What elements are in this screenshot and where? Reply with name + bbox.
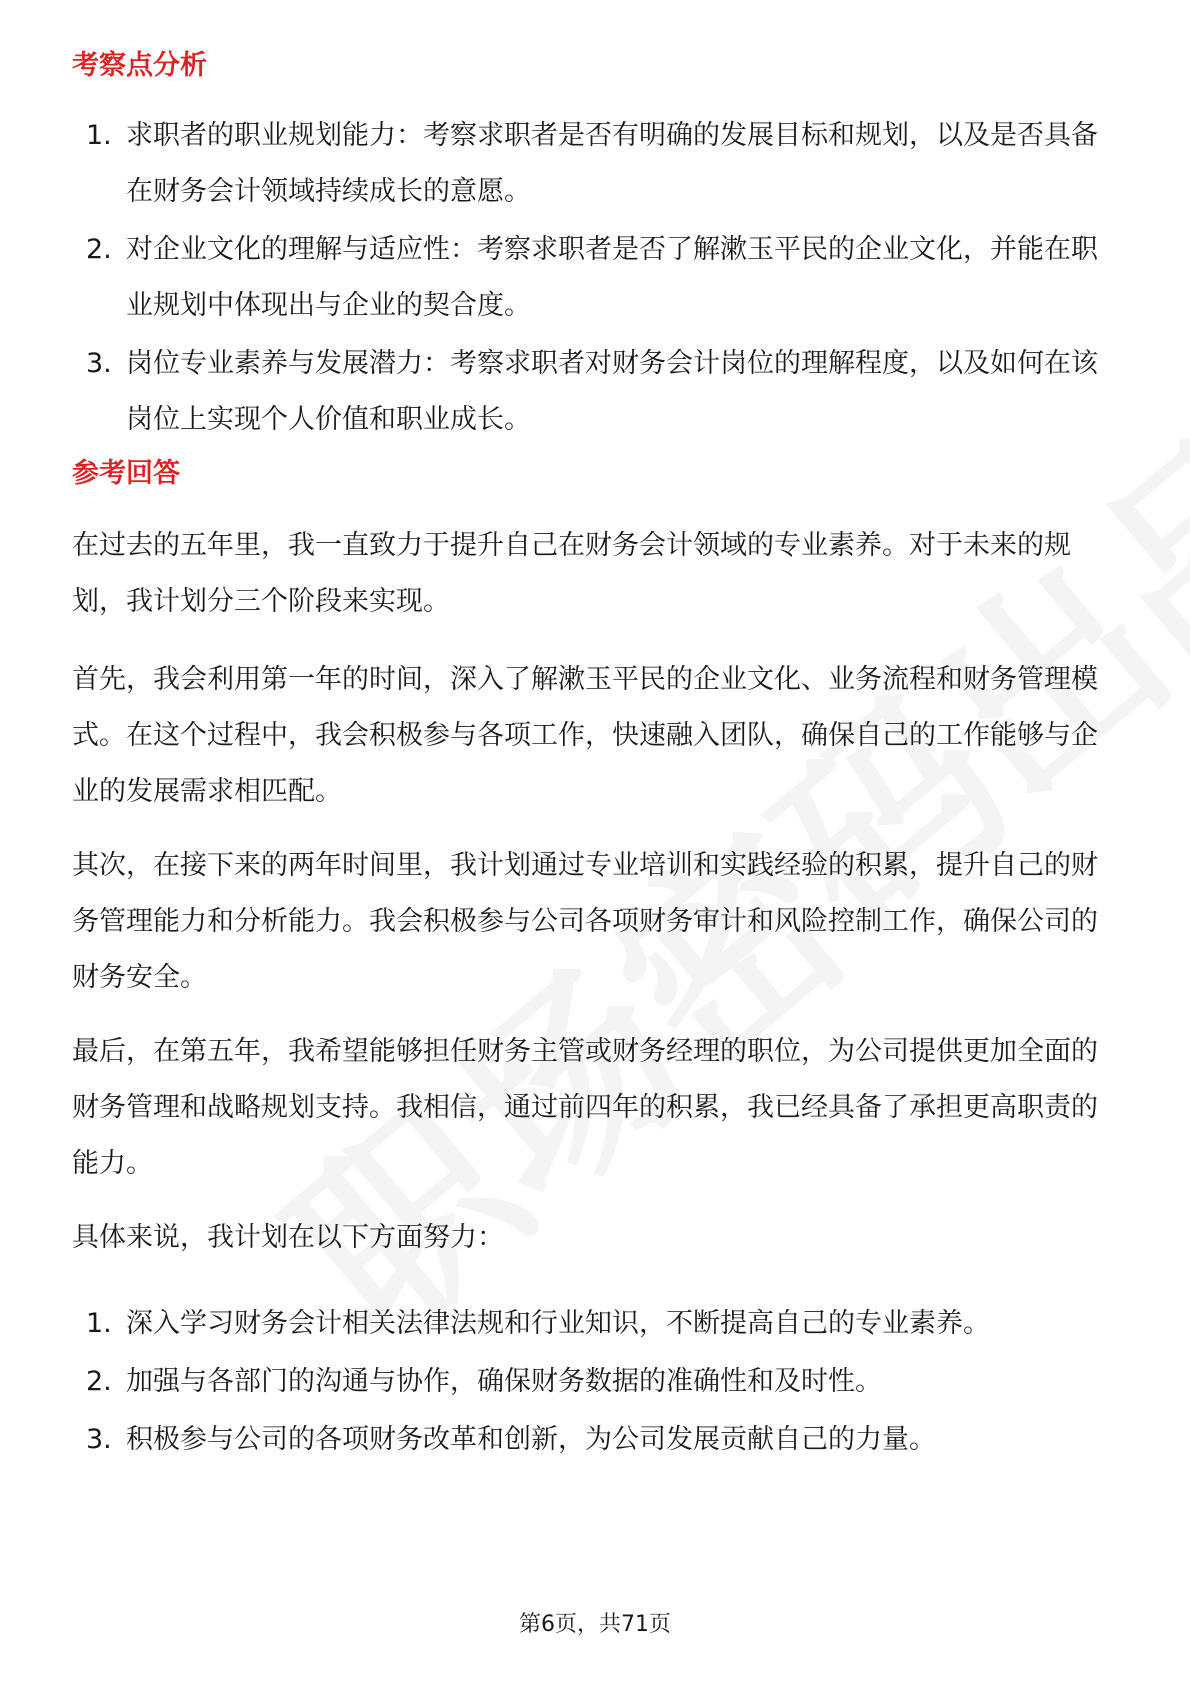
list-item xyxy=(72,1296,1118,1352)
answer-paragraph: 其次，在接下来的两年时间里，我计划通过专业培训和实践经验的积累，提升自己的财务管理能力和分析能力。我会积极参与公司各项财务审计和风险控制工作，确保公司的财务安全。 xyxy=(72,850,1098,993)
list-number: 2. xyxy=(86,1366,112,1397)
page-footer: 第6页，共71页 xyxy=(519,1612,671,1637)
list-number: 2. xyxy=(86,234,112,265)
answer-paragraph: 首先，我会利用第一年的时间，深入了解漱玉平民的企业文化、业务流程和财务管理模式。在这个过程中，我会积极参与各项工作，快速融入团队，确保自己的工作能够与企业的发展需求相匹配。 xyxy=(72,664,1098,807)
answer-paragraph: 在过去的五年里，我一直致力于提升自己在财务会计领域的专业素养。对于未来的规划，我计划分三个阶段来实现。 xyxy=(72,530,1071,617)
list-number: 3. xyxy=(86,348,112,379)
list-text: 深入学习财务会计相关法律法规和行业知识，不断提高自己的专业素养。 xyxy=(126,1308,990,1339)
plan-list xyxy=(72,1296,1118,1470)
answer-paragraph: 具体来说，我计划在以下方面努力： xyxy=(72,1222,504,1253)
list-number: 3. xyxy=(86,1424,112,1455)
list-item xyxy=(72,1354,1118,1410)
list-item xyxy=(72,336,1118,448)
list-item xyxy=(72,222,1118,334)
list-text: 岗位专业素养与发展潜力：考察求职者对财务会计岗位的理解程度，以及如何在该岗位上实现个人价值和职业成长。 xyxy=(126,348,1098,435)
section-heading-analysis: 考察点分析 xyxy=(72,50,207,81)
list-text: 加强与各部门的沟通与协作，确保财务数据的准确性和及时性。 xyxy=(126,1366,882,1397)
list-text: 求职者的职业规划能力：考察求职者是否有明确的发展目标和规划，以及是否具备在财务会计领域持续成长的意愿。 xyxy=(126,120,1098,207)
list-item xyxy=(72,108,1118,220)
list-number: 1. xyxy=(86,120,112,151)
analysis-list xyxy=(72,108,1118,450)
answer-paragraph: 最后，在第五年，我希望能够担任财务主管或财务经理的职位，为公司提供更加全面的财务管理和战略规划支持。我相信，通过前四年的积累，我已经具备了承担更高职责的能力。 xyxy=(72,1036,1098,1179)
list-item xyxy=(72,1412,1118,1468)
list-number: 1. xyxy=(86,1308,112,1339)
section-heading-answer: 参考回答 xyxy=(72,458,180,489)
list-text: 积极参与公司的各项财务改革和创新，为公司发展贡献自己的力量。 xyxy=(126,1424,936,1455)
list-text: 对企业文化的理解与适应性：考察求职者是否了解漱玉平民的企业文化，并能在职业规划中体现出与企业的契合度。 xyxy=(126,234,1098,321)
